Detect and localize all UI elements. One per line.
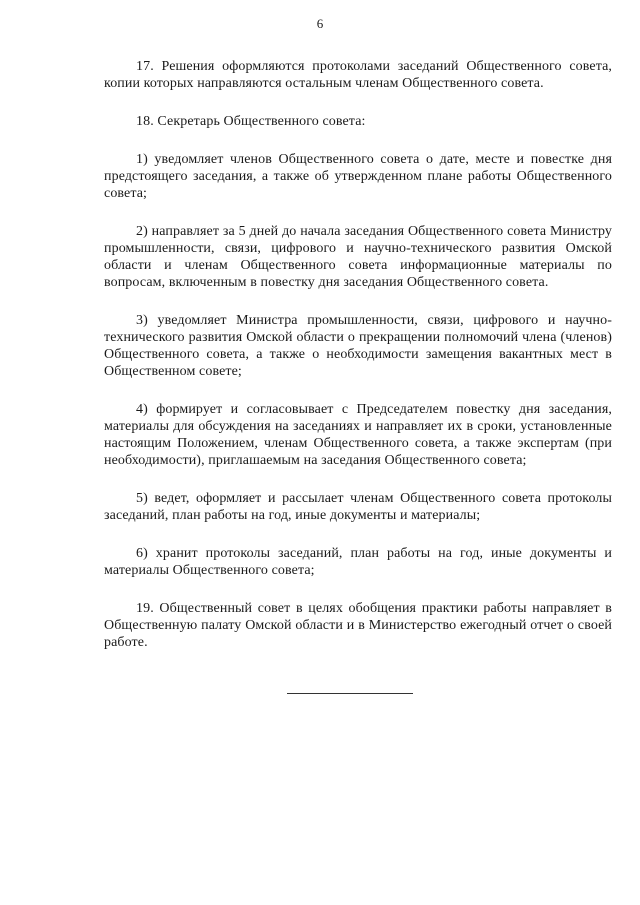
paragraph-18-item-3: 3) уведомляет Министра промышленности, связи, цифрового и научно-технического развития Омской области о прекращении полномочий члена (членов) Общественного совета, а также о необходимости замещения вакантных мест в Общественном совете; bbox=[104, 313, 612, 379]
document-body bbox=[104, 58, 612, 672]
paragraph-18-item-2: 2) направляет за 5 дней до начала заседания Общественного совета Министру промышленности, связи, цифрового и научно-технического развития Омской области и членам Общественного совета информационные материалы по вопросам, включенным в повестку дня заседания Общественного совета. bbox=[104, 224, 612, 290]
paragraph-18-item-6: 6) хранит протоколы заседаний, план работы на год, иные документы и материалы Общественного совета; bbox=[104, 546, 612, 578]
paragraph-19: 19. Общественный совет в целях обобщения практики работы направляет в Общественную палату Омской области и в Министерство ежегодный отчет о своей работе. bbox=[104, 601, 612, 650]
paragraph-18-heading: 18. Секретарь Общественного совета: bbox=[136, 114, 366, 129]
end-divider-line bbox=[287, 693, 413, 694]
page-number: 6 bbox=[316, 16, 324, 31]
paragraph-18-item-4: 4) формирует и согласовывает с Председателем повестку дня заседания, материалы для обсуждения на заседаниях и направляет их в сроки, установленные настоящим Положением, членам Общественного совета, а также экспертам (при необходимости), приглашаемым на заседания Общественного совета; bbox=[104, 402, 612, 468]
paragraph-18-item-1: 1) уведомляет членов Общественного совета о дате, месте и повестке дня предстоящего заседания, а также об утвержденном плане работы Общественного совета; bbox=[104, 152, 612, 201]
paragraph-17: 17. Решения оформляются протоколами заседаний Общественного совета, копии которых направляются остальным членам Общественного совета. bbox=[104, 59, 612, 91]
paragraph-18-item-5: 5) ведет, оформляет и рассылает членам Общественного совета протоколы заседаний, план работы на год, иные документы и материалы; bbox=[104, 491, 612, 523]
